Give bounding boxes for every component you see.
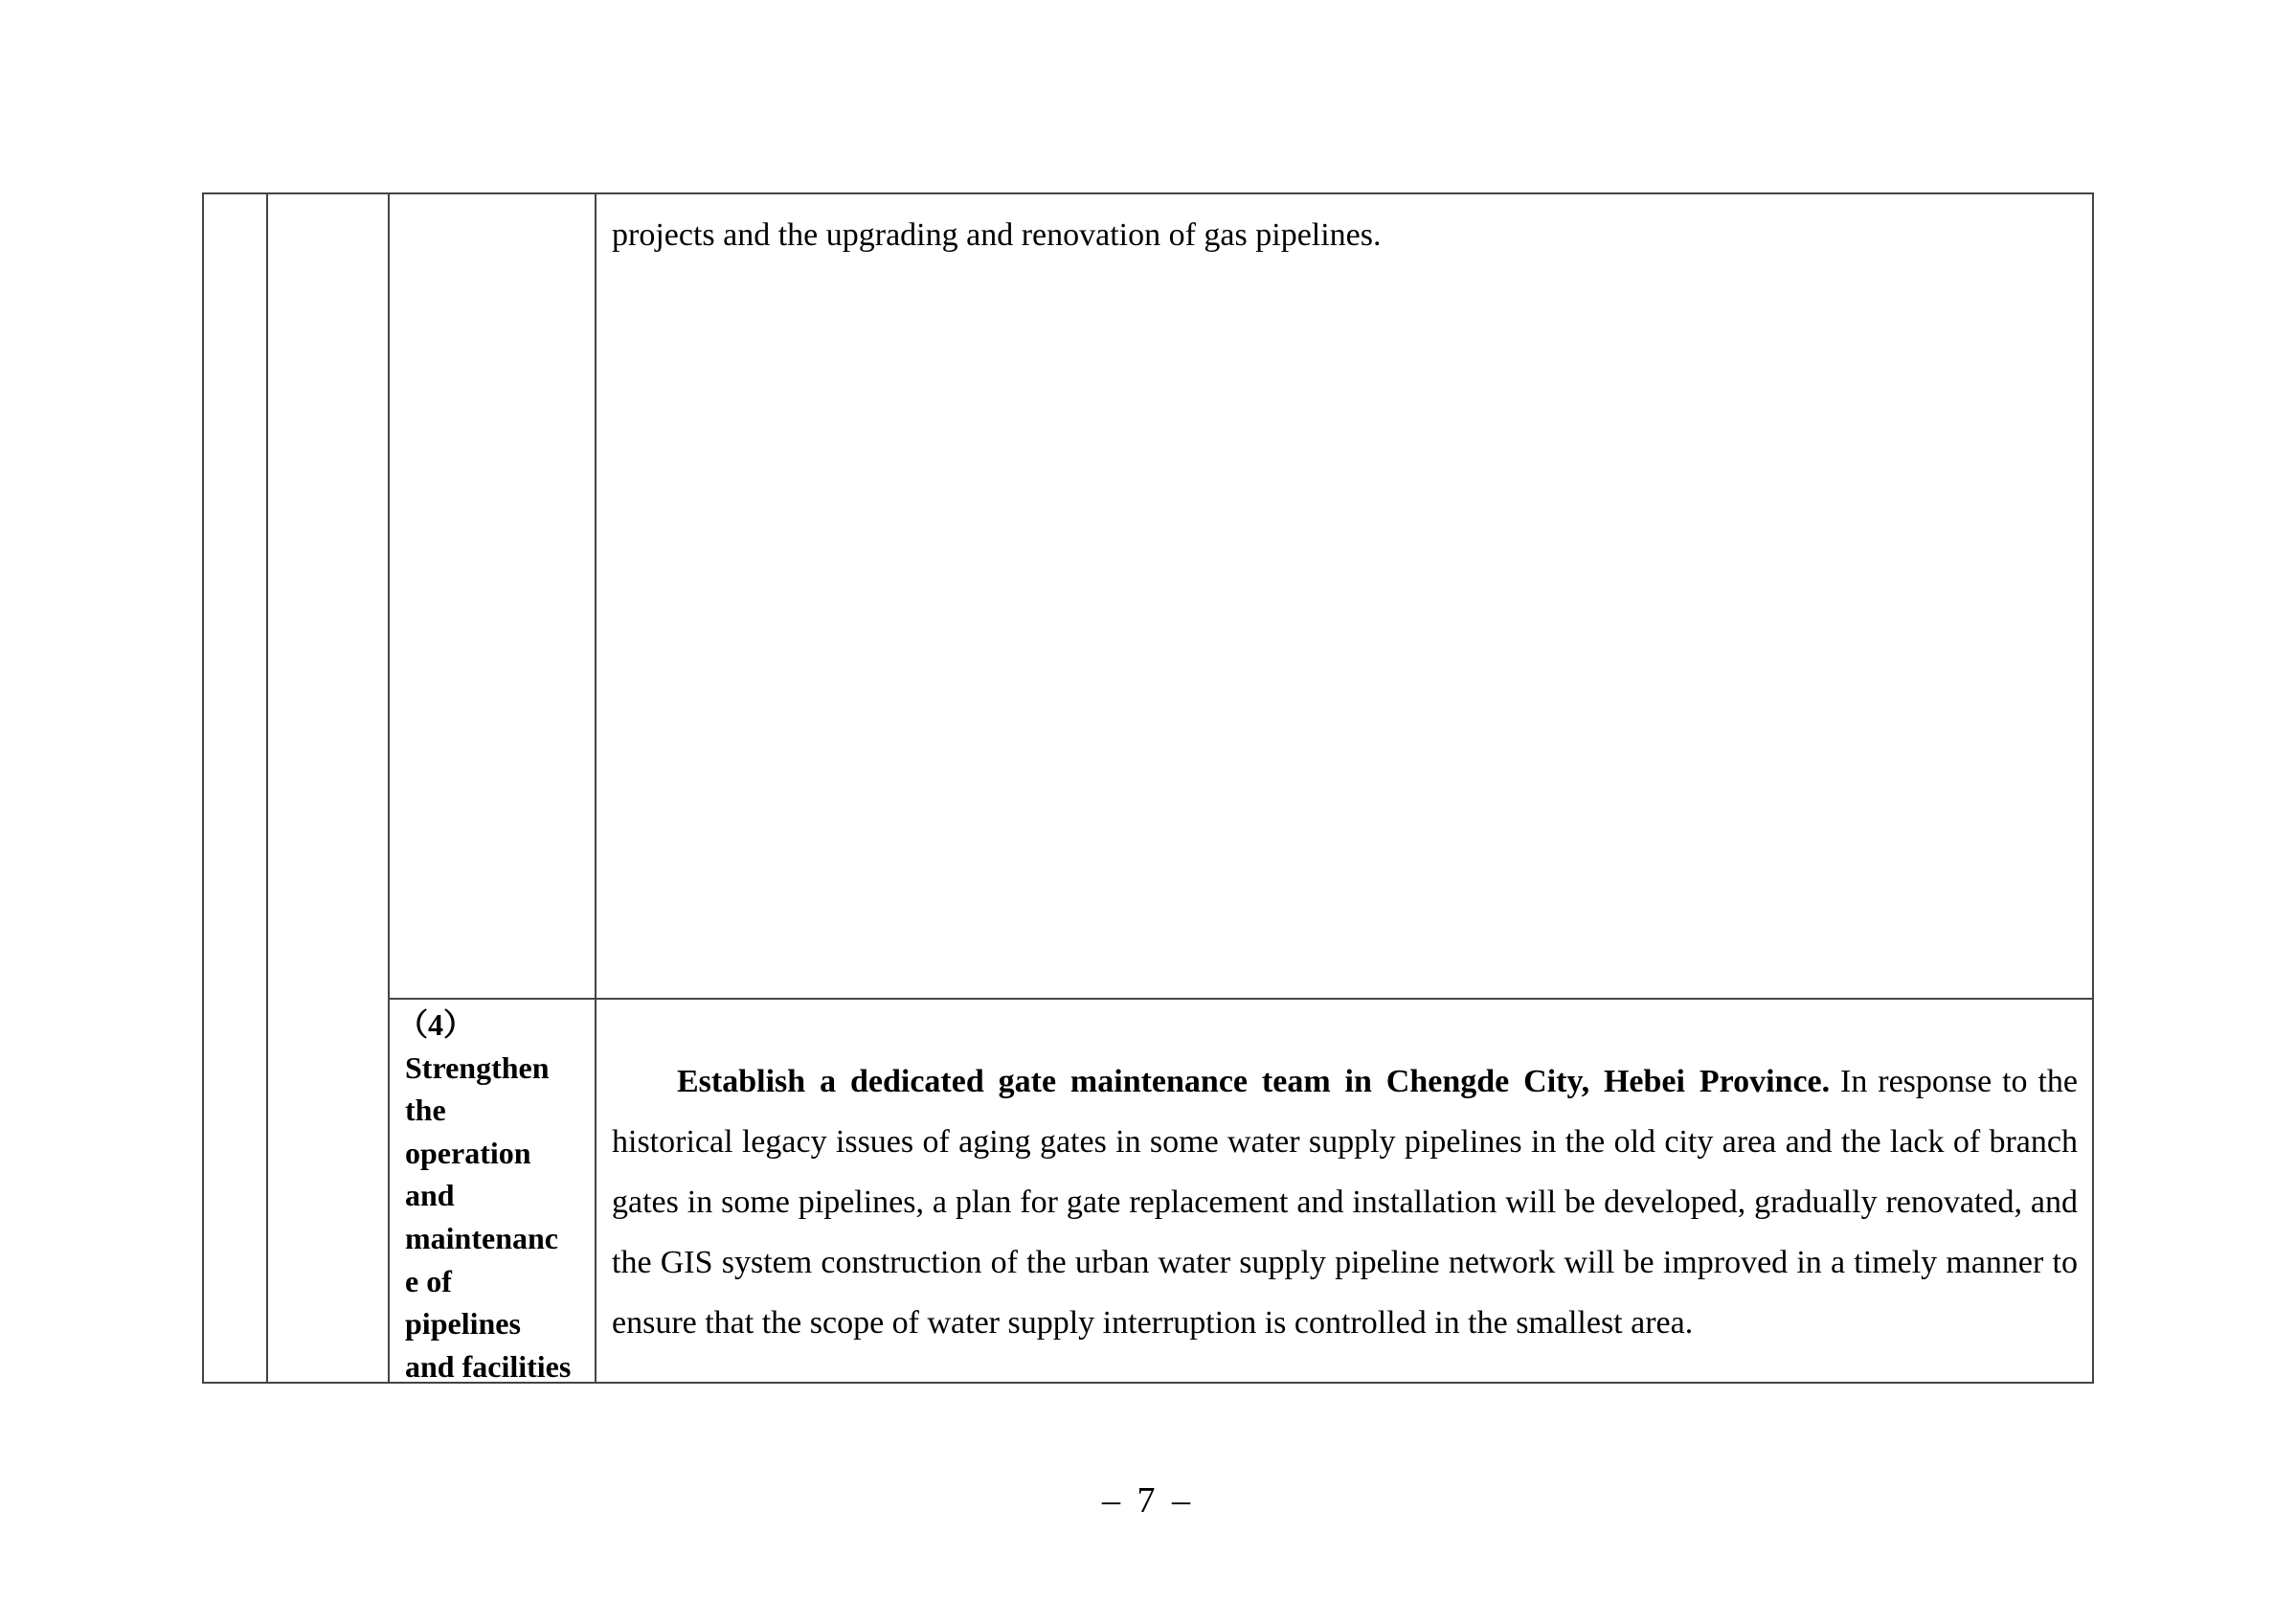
table-cell-row2-content xyxy=(612,1051,2078,1353)
label-line: e of xyxy=(405,1263,452,1298)
table-left-border xyxy=(202,192,204,1384)
page-number: – 7 – xyxy=(1102,1480,1194,1521)
label-line: and facilities xyxy=(405,1348,572,1384)
table-column-divider-1 xyxy=(266,192,268,1384)
label-line: maintenanc xyxy=(405,1220,558,1255)
table-column-divider-2 xyxy=(388,192,390,1384)
label-line: and xyxy=(405,1178,455,1213)
table-top-border xyxy=(202,192,2094,194)
paragraph-body: In response to the historical legacy issues of aging gates in some water supply pipelines in the old city area and the lack of branch gates in some pipelines, a plan for gate replacement and installation will be developed, gradually renovated, and the GIS system construction of the urban water supply pipeline network will be improved in a timely manner to ensure that the scope of water supply interruption is controlled in the smallest area. xyxy=(612,1064,2078,1341)
label-line: Strengthen xyxy=(405,1049,550,1085)
label-line: pipelines xyxy=(405,1306,521,1342)
table-row-divider xyxy=(388,998,2094,1000)
table-cell-row1-content: projects and the upgrading and renovation of gas pipelines. xyxy=(612,217,1382,253)
label-line: operation xyxy=(405,1135,531,1170)
paragraph-lead-sentence: Establish a dedicated gate maintenance team in Chengde City, Hebei Province. xyxy=(677,1064,1831,1099)
label-line: （4） xyxy=(397,1007,475,1042)
table-right-border xyxy=(2092,192,2094,1384)
section-label-4 xyxy=(397,1004,597,1387)
label-line: the xyxy=(405,1093,446,1128)
